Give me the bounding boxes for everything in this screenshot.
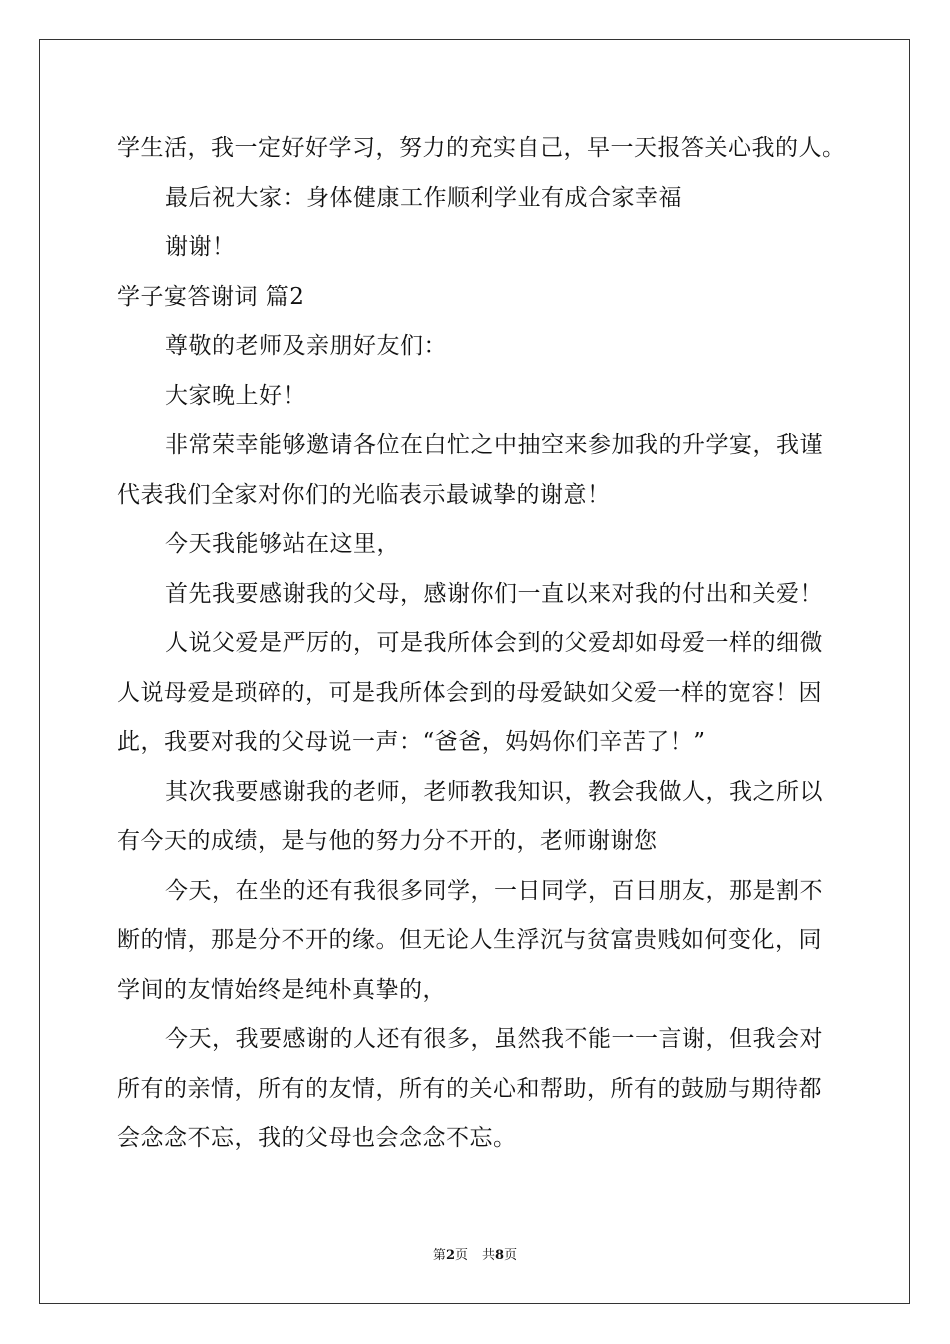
total-prefix: 共 bbox=[482, 1248, 496, 1263]
text-line: 大家晚上好！ bbox=[165, 382, 306, 409]
text-line: 其次我要感谢我的老师，老师教我知识，教会我做人，我之所以 bbox=[165, 778, 823, 805]
document-body bbox=[117, 124, 846, 1164]
page-current: 2 bbox=[445, 1248, 455, 1263]
text-line: 会念念不忘，我的父母也会念念不忘。 bbox=[117, 1125, 517, 1151]
text-line: 谢谢！ bbox=[165, 234, 236, 260]
text-line: 学生活，我一定好好学习，努力的充实自己，早一天报答关心我的人。 bbox=[117, 135, 846, 161]
page-prefix: 第 bbox=[432, 1248, 446, 1263]
text-line: 今天，我要感谢的人还有很多，虽然我不能一一言谢，但我会对 bbox=[165, 1026, 823, 1052]
page-footer bbox=[0, 1246, 950, 1266]
text-line: 非常荣幸能够邀请各位在白忙之中抽空来参加我的升学宴，我谨 bbox=[165, 432, 823, 458]
text-line: 人说父爱是严厉的，可是我所体会到的父爱却如母爱一样的细微 bbox=[165, 630, 823, 656]
page-suffix: 页 bbox=[454, 1248, 468, 1263]
text-line: 此，我要对我的父母说一声：“爸爸，妈妈你们辛苦了！” bbox=[117, 729, 706, 755]
total-suffix: 页 bbox=[504, 1248, 518, 1263]
text-line: 人说母爱是琐碎的，可是我所体会到的母爱缺如父爱一样的宽容！因 bbox=[117, 679, 822, 706]
text-line: 代表我们全家对你们的光临表示最诚挚的谢意！ bbox=[117, 481, 611, 508]
text-line: 所有的亲情，所有的友情，所有的关心和帮助，所有的鼓励与期待都 bbox=[117, 1075, 822, 1102]
text-line: 首先我要感谢我的父母，感谢你们一直以来对我的付出和关爱！ bbox=[165, 580, 823, 607]
page-total: 8 bbox=[495, 1248, 505, 1263]
text-line: 有今天的成绩，是与他的努力分不开的，老师谢谢您 bbox=[117, 828, 658, 854]
text-line: 尊敬的老师及亲朋好友们： bbox=[165, 333, 447, 359]
text-line: 学间的友情始终是纯朴真挚的， bbox=[117, 976, 446, 1003]
text-line: 断的情，那是分不开的缘。但无论人生浮沉与贫富贵贱如何变化，同 bbox=[117, 927, 822, 953]
section-heading: 学子宴答谢词 篇2 bbox=[117, 283, 305, 310]
text-line: 今天，在坐的还有我很多同学，一日同学，百日朋友，那是割不 bbox=[165, 877, 823, 904]
text-line: 最后祝大家：身体健康工作顺利学业有成合家幸福 bbox=[165, 184, 682, 211]
text-line: 今天我能够站在这里， bbox=[165, 531, 400, 557]
